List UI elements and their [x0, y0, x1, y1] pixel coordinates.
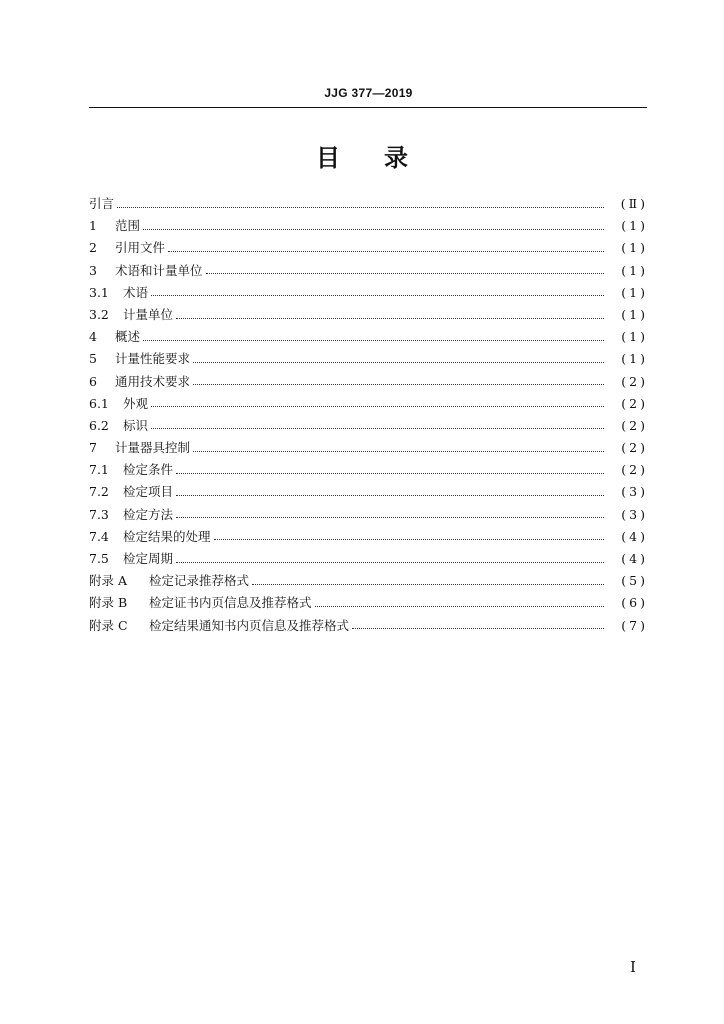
toc-entry-number: 5: [89, 351, 97, 367]
toc-dot-leader: [151, 406, 604, 407]
toc-entry-label: 检定项目: [123, 484, 174, 500]
toc-dot-leader: [352, 628, 604, 629]
toc-entry-number: 4: [89, 329, 97, 345]
toc-entry[interactable]: [89, 526, 648, 548]
toc-entry[interactable]: [89, 615, 648, 637]
toc-entry-page: (2): [621, 462, 648, 478]
toc-dot-leader: [193, 362, 604, 363]
toc-entry-page: (1): [621, 284, 648, 300]
toc-entry-number: 7.5: [89, 551, 109, 566]
toc-entry-label: 引言: [89, 196, 115, 211]
table-of-contents: [89, 193, 648, 637]
toc-entry[interactable]: [89, 548, 648, 570]
toc-entry[interactable]: [89, 393, 648, 415]
toc-entry-number: 附录 B: [89, 595, 128, 611]
toc-entry-page: (1): [621, 240, 648, 256]
toc-entry-label: 检定方法: [123, 506, 174, 522]
toc-entry[interactable]: [89, 437, 648, 459]
toc-entry-label: 概述: [115, 329, 141, 345]
toc-dot-leader: [252, 584, 604, 585]
toc-dot-leader: [143, 229, 604, 230]
header-rule: [89, 107, 647, 108]
toc-entry-label: 计量性能要求: [115, 351, 191, 367]
toc-entry[interactable]: [89, 215, 648, 237]
toc-dot-leader: [206, 273, 604, 274]
toc-dot-leader: [117, 207, 604, 208]
toc-dot-leader: [168, 251, 604, 252]
toc-entry-page: (1): [621, 351, 648, 367]
toc-entry[interactable]: [89, 504, 648, 526]
toc-entry-page: (3): [621, 506, 648, 522]
toc-entry-number: 1: [89, 218, 97, 234]
toc-entry-label: 检定周期: [123, 551, 174, 566]
toc-entry-number: 7.2: [89, 484, 109, 500]
toc-entry[interactable]: [89, 282, 648, 304]
toc-entry-page: (2): [621, 395, 648, 411]
toc-entry[interactable]: [89, 570, 648, 592]
toc-entry[interactable]: [89, 459, 648, 481]
toc-entry-page: (4): [621, 551, 648, 566]
toc-entry-page: (1): [621, 329, 648, 345]
toc-dot-leader: [193, 451, 604, 452]
toc-entry-label: 计量单位: [123, 306, 174, 322]
toc-entry-label: 检定记录推荐格式: [149, 573, 250, 589]
toc-entry[interactable]: [89, 592, 648, 614]
toc-entry[interactable]: [89, 193, 648, 215]
toc-entry[interactable]: [89, 415, 648, 437]
toc-dot-leader: [214, 539, 604, 540]
toc-entry-label: 外观: [123, 395, 149, 411]
toc-entry-number: 7.4: [89, 528, 109, 544]
toc-entry-page: (5): [621, 573, 648, 589]
toc-entry-number: 3: [89, 262, 97, 278]
standard-code-header: JJG 377—2019: [324, 86, 413, 100]
toc-entry-label: 术语: [123, 284, 149, 300]
toc-entry-label: 标识: [123, 417, 149, 433]
toc-entry-label: 引用文件: [115, 240, 166, 256]
toc-entry[interactable]: [89, 481, 648, 503]
toc-entry-label: 术语和计量单位: [115, 262, 203, 278]
toc-entry-page: (Ⅱ): [620, 196, 648, 211]
toc-dot-leader: [176, 495, 604, 496]
toc-entry[interactable]: [89, 326, 648, 348]
toc-dot-leader: [151, 295, 604, 296]
toc-dot-leader: [143, 340, 604, 341]
toc-entry-page: (4): [621, 528, 648, 544]
toc-entry-number: 7.3: [89, 506, 109, 522]
toc-entry-number: 3.2: [89, 306, 109, 322]
toc-title-char-1: 目: [316, 144, 340, 172]
toc-entry-page: (2): [621, 373, 648, 389]
toc-dot-leader: [176, 517, 604, 518]
toc-entry-number: 6.1: [89, 395, 109, 411]
toc-entry-page: (2): [621, 440, 648, 456]
toc-entry-label: 检定结果通知书内页信息及推荐格式: [149, 617, 350, 633]
toc-entry-label: 检定证书内页信息及推荐格式: [149, 595, 312, 611]
toc-dot-leader: [193, 384, 604, 385]
toc-entry-page: (7): [621, 617, 648, 633]
toc-dot-leader: [151, 428, 604, 429]
toc-entry[interactable]: [89, 348, 648, 370]
toc-entry[interactable]: [89, 304, 648, 326]
toc-dot-leader: [176, 318, 604, 319]
toc-title: [0, 138, 724, 173]
toc-entry-page: (6): [621, 595, 648, 611]
toc-entry-number: 6: [89, 373, 97, 389]
toc-entry-number: 2: [89, 240, 97, 256]
toc-entry-label: 通用技术要求: [115, 373, 191, 389]
toc-dot-leader: [315, 606, 604, 607]
toc-entry[interactable]: [89, 371, 648, 393]
toc-entry-page: (3): [621, 484, 648, 500]
toc-entry-label: 检定结果的处理: [123, 528, 211, 544]
toc-entry-number: 6.2: [89, 417, 109, 433]
toc-entry-label: 计量器具控制: [115, 440, 191, 456]
toc-entry-page: (1): [621, 262, 648, 278]
page-number: I: [630, 958, 636, 976]
toc-entry-page: (2): [621, 417, 648, 433]
toc-entry-number: 3.1: [89, 284, 109, 300]
toc-entry-label: 范围: [115, 218, 141, 234]
toc-entry-number: 附录 A: [89, 573, 128, 589]
toc-title-char-2: 录: [384, 144, 408, 172]
toc-entry-page: (1): [621, 306, 648, 322]
toc-entry-number: 附录 C: [89, 617, 128, 633]
toc-entry-number: 7.1: [89, 462, 109, 478]
toc-dot-leader: [176, 473, 604, 474]
toc-entry-page: (1): [621, 218, 648, 234]
toc-entry-label: 检定条件: [123, 462, 174, 478]
toc-entry[interactable]: [89, 260, 648, 282]
toc-entry[interactable]: [89, 237, 648, 259]
toc-dot-leader: [176, 562, 604, 563]
toc-entry-number: 7: [89, 440, 97, 456]
